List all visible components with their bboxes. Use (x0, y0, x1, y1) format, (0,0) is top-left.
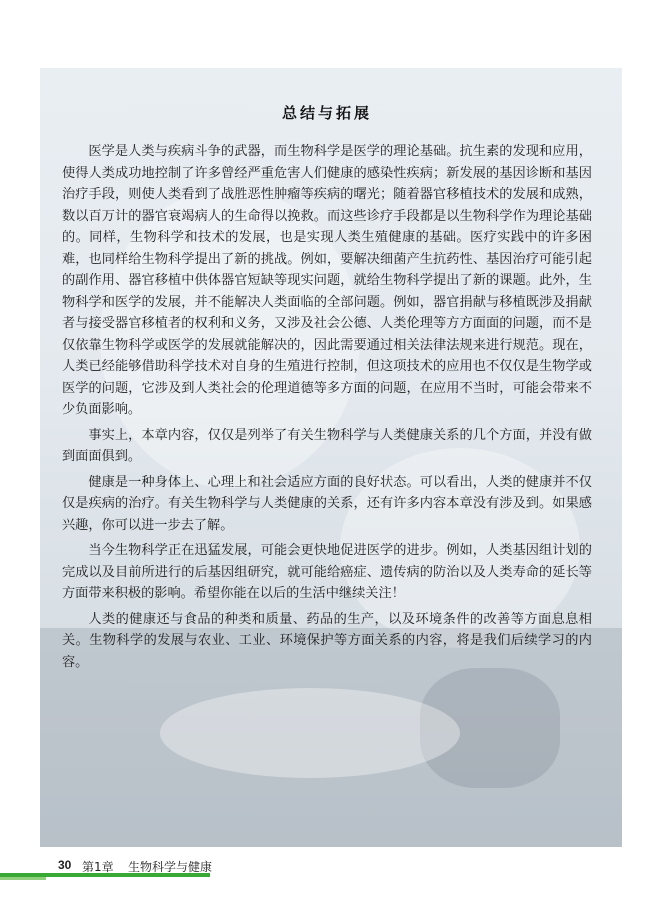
page-number: 30 (58, 858, 72, 872)
section-title: 总结与拓展 (281, 104, 372, 122)
content-block (62, 102, 592, 677)
paragraph: 当今生物科学正在迅猛发展，可能会更快地促进医学的进步。例如，人类基因组计划的完成以及目前所进行的后基因组研究，就可能给癌症、遗传病的防治以及人类寿命的延长等方面带来积极的影响。希望你能在以后的生活中继续关注！ (62, 543, 592, 601)
paragraph: 人类的健康还与食品的种类和质量、药品的生产，以及环境条件的改善等方面息息相关。生物科学的发展与农业、工业、环境保护等方面关系的内容，将是我们后续学习的内容。 (62, 611, 592, 670)
paragraph: 事实上，本章内容，仅仅是列举了有关生物科学与人类健康关系的几个方面，并没有做到面面俱到。 (62, 427, 592, 464)
chapter-label: 第1章 (82, 860, 114, 874)
chapter-title: 生物科学与健康 (128, 860, 213, 874)
footer-rule-accent (0, 877, 46, 880)
paragraph: 医学是人类与疾病斗争的武器，而生物科学是医学的理论基础。抗生素的发现和应用，使得人类成功地控制了许多曾经严重危害人们健康的感染性疾病；新发展的基因诊断和基因治疗手段，则使人类看到了战胜恶性肿瘤等疾病的曙光；随着器官移植技术的发展和成熟，数以百万计的器官衰竭病人的生命得以挽救。而这些诊疗手段都是以生物科学作为理论基础的。同样，生物科学和技术的发展，也是实现人类生殖健康的基础。医疗实践中的许多困难，也同样给生物科学提出了新的挑战。例如，要解决细菌产生抗药性、基因治疗可能引起的副作用、器官移植中供体器官短缺等现实问题，就给生物科学提出了新的课题。此外，生物科学和医学的发展，并不能解决人类面临的全部问题。例如，器官捐献与移植既涉及捐献者与接受器官移植者的权利和义务，又涉及社会公德、人类伦理等方方面面的问题，而不是仅依靠生物科学或医学的发展就能解决的，因此需要通过相关法律法规来进行规范。现在，人类已经能够借助科学技术对自身的生殖进行控制，但这项技术的应用也不仅仅是生物学或医学的问题，它涉及到人类社会的伦理道德等多方面的问题，在应用不当时，可能会带来不少负面影响。 (62, 144, 592, 417)
paragraph: 健康是一种身体上、心理上和社会适应方面的良好状态。可以看出，人类的健康并不仅仅是疾病的治疗。有关生物科学与人类健康的关系，还有许多内容本章没有涉及到。如果感兴趣，你可以进一步去了解。 (62, 474, 592, 533)
photo-highlight (160, 688, 460, 778)
